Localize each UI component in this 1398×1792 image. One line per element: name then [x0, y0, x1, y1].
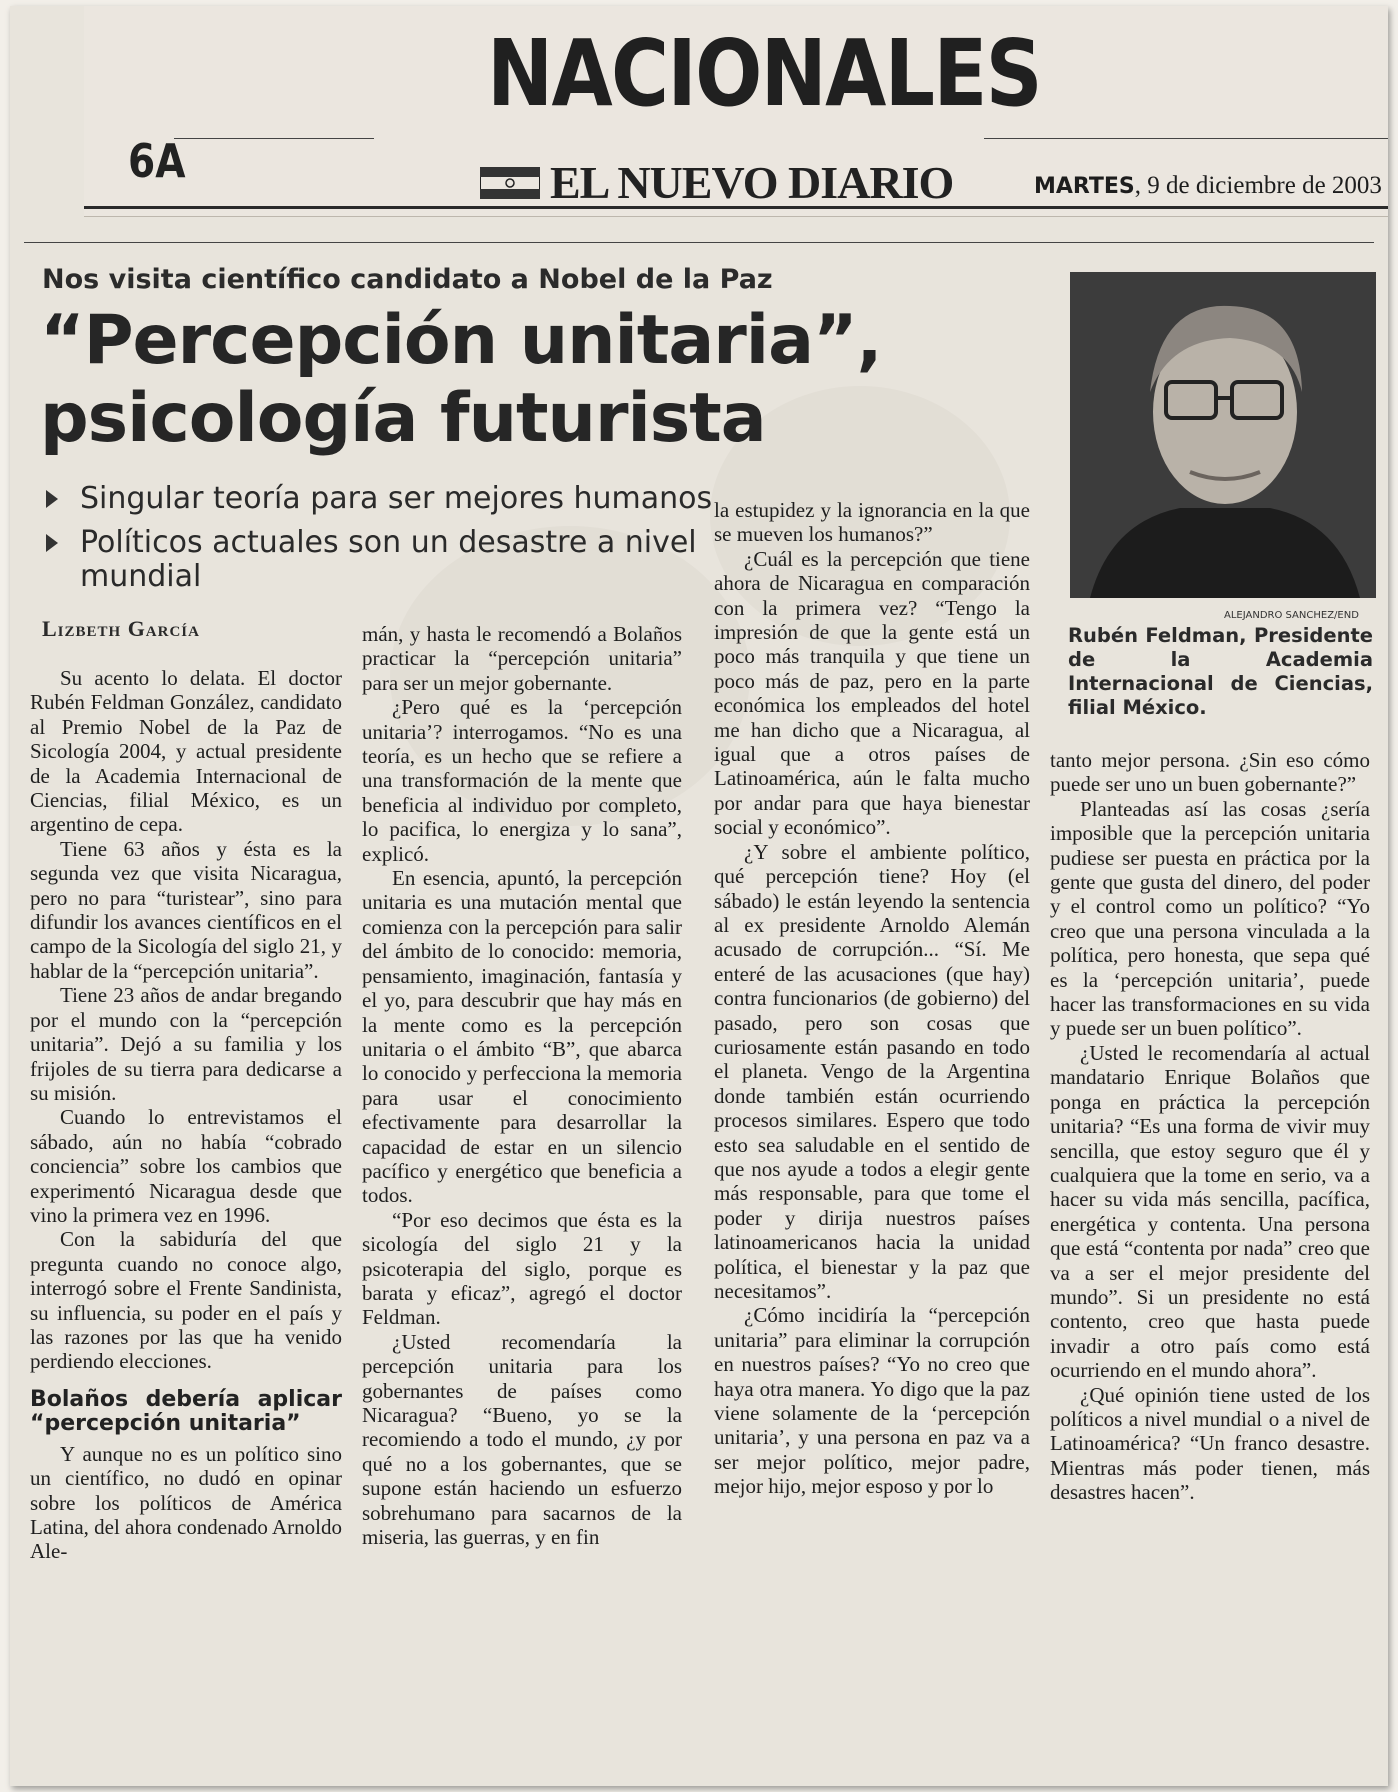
section-title: NACIONALES: [487, 20, 1041, 127]
bullet-arrow-icon: [46, 490, 58, 508]
date-rest: , 9 de diciembre de 2003: [1134, 172, 1382, 199]
portrait-illustration: [1070, 272, 1376, 598]
paragraph: ¿Usted recomendaría la percepción unitaria para los gobernantes de países como Nicaragua? “Bueno, yo se la recomiendo a todo el mundo, ¿y por qué no a los gobernantes, que se supone están haciendo un esfuerzo sobrehumano para sacarnos de la miseria, las guerras, y en fin: [362, 1329, 682, 1550]
subhead-1-text: Singular teoría para ser mejores humanos: [80, 481, 713, 516]
article-headline: [40, 302, 1060, 458]
photo-caption: Rubén Feldman, Presidente de la Academia Internacional de Ciencias, filial México.: [1068, 624, 1373, 719]
paragraph: ¿Usted le recomendaría al actual mandatario Enrique Bolaños que ponga en práctica la percepción unitaria? “Es una forma de vivir muy sencilla, que estoy seguro que él y cualquiera que la tome en serio, va a hacer su vida más sencilla, pacífica, energética y contenta. Una persona que está “contenta por nada” creo que va a ser el mejor presidente del mundo”. Si un presidente no está contento, creo que hasta puede invadir a otro país como está ocurriendo en el mundo ahora”.: [1050, 1040, 1370, 1383]
byline: Lizbeth García: [42, 616, 200, 641]
bullet-arrow-icon: [46, 534, 58, 552]
paragraph: Planteadas así las cosas ¿sería imposible que la percepción unitaria pudiese ser puesta en práctica por la gente que gusta del dinero, del poder y el control como un político? “Yo creo que una persona vinculada a la política, pero honesta, que sepa qué es la ‘percepción unitaria’, puede hacer las transformaciones en su vida y puede ser un buen político”.: [1050, 796, 1370, 1041]
paragraph: tanto mejor persona. ¿Sin eso cómo puede ser uno un buen gobernante?”: [1050, 748, 1370, 797]
paragraph: ¿Cómo incidiría la “percepción unitaria” para eliminar la corrupción en nuestros países? “Yo no creo que haya otra manera. Yo digo que la paz viene solamente de la ‘percepción unitaria’, y una persona en paz va a ser mejor político, mejor padre, mejor hijo, mejor esposo y por lo: [714, 1303, 1030, 1499]
paragraph: Y aunque no es un político sino un científico, no dudó en opinar sobre los políticos de América Latina, del ahora condenado Arnoldo Ale-: [30, 1441, 342, 1564]
column-2: [362, 622, 682, 1549]
portrait-photo: [1070, 272, 1376, 598]
column-3: [714, 498, 1030, 1499]
column-4: [1050, 748, 1370, 1505]
paragraph: Su acento lo delata. El doctor Rubén Feldman González, candidato al Premio Nobel de la Paz de Sicología 2004, y actual presidente de la Academia Internacional de Ciencias, filial México, es un argentino de cepa.: [30, 666, 342, 837]
date-line: [1034, 172, 1382, 200]
paragraph: ¿Y sobre el ambiente político, qué percepción tiene? Hoy (el sábado) le están leyendo la sentencia al ex presidente Arnoldo Alemán acusado de corrupción... “Sí. Me enteré de las acusaciones (que hay) contra funcionarios (de gobierno) del pasado, pero son cosas que curiosamente están pasando en todo el planeta. Vengo de la Argentina donde también están ocurriendo procesos similares. Espero que todo esto sea saludable en el sentido de que nos ayude a todos a elegir gente más responsable, para que tome el poder y dirija nuestros países latinoamericanos hacia la unidad política, el bienestar y la paz que necesitamos”.: [714, 839, 1030, 1303]
flag-icon: [480, 167, 540, 199]
photo-credit: ALEJANDRO SANCHEZ/END: [1224, 610, 1359, 621]
paragraph: ¿Qué opinión tiene usted de los políticos a nivel mundial o a nivel de Latinoamérica? “Un franco desastre. Mientras más poder tienen, más desastres hacen”.: [1050, 1382, 1370, 1505]
paragraph: En esencia, apuntó, la percepción unitaria es una mutación mental que comienza con la percepción para salir del ámbito de lo conocido: memoria, pensamiento, imaginación, fantasía y el yo, para descubrir que hay más en la mente como es la percepción unitaria o el ámbito “B”, que abarca lo conocido y perfecciona la memoria para usar el conocimiento efectivamente para desarrollar la capacidad de estar en un silencio pacífico y energético que beneficia a todos.: [362, 866, 682, 1208]
paper-name: [480, 156, 953, 209]
top-rule: [24, 242, 1374, 243]
paragraph: Tiene 63 años y ésta es la segunda vez que visita Nicaragua, pero no para “turistear”, sino para difundir los avances científicos en el campo de la Sicología del siglo 21, y hablar de la “percepción unitaria”.: [30, 836, 342, 983]
paragraph: Tiene 23 años de andar bregando por el mundo con la “percepción unitaria”. Dejó a su familia y los frijoles de su tierra para dedicarse a su misión.: [30, 983, 342, 1105]
subheading: Bolaños debería aplicar “percepción unitaria”: [30, 1386, 342, 1436]
paragraph: “Por eso decimos que ésta es la sicología del siglo 21 y la psicoterapia del siglo, porque es barata y eficaz”, agregó el doctor Feldman.: [362, 1207, 682, 1330]
paragraph: la estupidez y la ignorancia en la que se mueven los humanos?”: [714, 498, 1030, 547]
subhead-2-text: Políticos actuales son un desastre a nivel mundial: [80, 525, 697, 594]
page-number: 6A: [128, 134, 186, 188]
article-kicker: Nos visita científico candidato a Nobel de la Paz: [42, 264, 773, 295]
newspaper-clipping: [10, 6, 1388, 1786]
paragraph: ¿Pero qué es la ‘percepción unitaria’? interrogamos. “No es una teoría, es un hecho que se refiere a una transformación de la mente que beneficia al individuo por completo, lo pacifica, lo energiza y lo sana”, explicó.: [362, 695, 682, 866]
paper-name-text: EL NUEVO DIARIO: [550, 157, 954, 208]
subhead-1: [46, 482, 740, 516]
subhead-2: [46, 526, 720, 594]
paragraph: Con la sabiduría del que pregunta cuando no conoce algo, interrogó sobre el Frente Sandinista, su influencia, su poder en el país y las razones por las que ha venido perdiendo elecciones.: [30, 1227, 342, 1374]
paragraph: mán, y hasta le recomendó a Bolaños practicar la “percepción unitaria” para ser un mejor gobernante.: [362, 622, 682, 695]
headline-line-1: “Percepción unitaria”,: [40, 301, 882, 380]
masthead-rule: [174, 138, 374, 139]
paragraph: Cuando lo entrevistamos el sábado, aún no había “cobrado conciencia” sobre los cambios que experimentó Nicaragua desde que vino la primera vez en 1996.: [30, 1105, 342, 1227]
masthead-rule: [984, 138, 1388, 139]
column-1: [30, 666, 342, 1564]
date-day: MARTES: [1034, 174, 1135, 199]
headline-line-2: psicología futurista: [40, 379, 766, 458]
paragraph: ¿Cuál es la percepción que tiene ahora de Nicaragua en comparación con la primera vez? “Tengo la impresión de que la gente está un poco más tranquila y que tiene un poco más de paz, pero en la parte económica los empleados del hotel me han dicho que a Nicaragua, al igual que a otros países de Latinoamérica, aún le falta mucho por andar para que haya bienestar social y económico”.: [714, 546, 1030, 840]
